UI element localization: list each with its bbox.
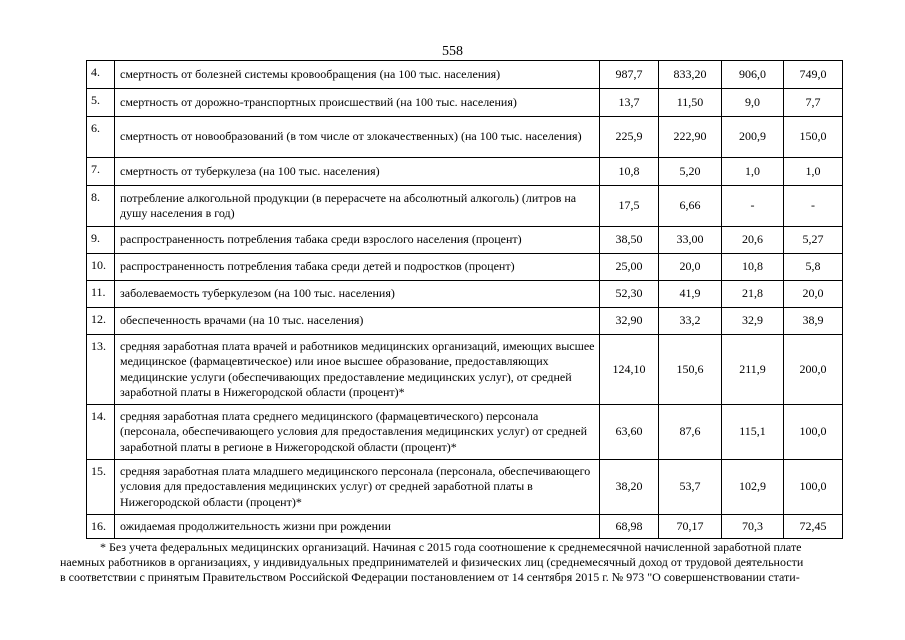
table-row bbox=[87, 515, 843, 539]
value-4: 20,0 bbox=[802, 286, 824, 301]
value-cell bbox=[784, 281, 843, 308]
value-3: 70,3 bbox=[742, 518, 763, 533]
footnote-line-1: * Без учета федеральных медицинских организаций. Начиная с 2015 года соотношение к среднемесячной начисленной заработной плате bbox=[100, 540, 802, 554]
value-cell bbox=[659, 89, 722, 117]
value-cell bbox=[600, 515, 659, 539]
value-cell bbox=[722, 158, 784, 186]
table-row bbox=[87, 186, 843, 227]
value-cell bbox=[784, 460, 843, 515]
value-2: 11,50 bbox=[676, 94, 704, 109]
value-1: 10,8 bbox=[618, 163, 640, 178]
row-number: 10. bbox=[87, 254, 115, 281]
indicators-table bbox=[86, 60, 843, 539]
value-cell bbox=[659, 158, 722, 186]
row-number: 9. bbox=[87, 227, 115, 254]
value-cell bbox=[659, 254, 722, 281]
value-4: 5,27 bbox=[802, 232, 824, 247]
value-cell bbox=[659, 335, 722, 405]
value-2: 833,20 bbox=[673, 66, 707, 81]
value-3: 906,0 bbox=[739, 66, 766, 81]
value-cell bbox=[722, 405, 784, 460]
value-4: 150,0 bbox=[799, 129, 827, 144]
value-cell bbox=[722, 308, 784, 335]
value-2: 53,7 bbox=[679, 479, 701, 494]
value-4: 100,0 bbox=[799, 424, 827, 439]
row-number: 8. bbox=[87, 186, 115, 227]
value-cell bbox=[600, 89, 659, 117]
value-cell bbox=[722, 281, 784, 308]
value-4: 200,0 bbox=[799, 361, 827, 376]
value-cell bbox=[659, 186, 722, 227]
value-cell bbox=[600, 460, 659, 515]
value-1: 68,98 bbox=[615, 518, 643, 533]
value-cell bbox=[600, 158, 659, 186]
footnote-line-2: наемных работников в организациях, у индивидуальных предпринимателей и физических лиц (среднемесячный доход от трудовой деятельности bbox=[60, 555, 804, 570]
page-number: 558 bbox=[442, 44, 463, 59]
row-description: ожидаемая продолжительность жизни при рождении bbox=[115, 515, 600, 539]
value-4: 100,0 bbox=[799, 479, 827, 494]
value-2: 222,90 bbox=[673, 129, 707, 144]
value-3: 211,9 bbox=[739, 361, 766, 376]
value-cell bbox=[659, 61, 722, 89]
row-description: средняя заработная плата среднего медицинского (фармацевтического) персонала (персонала, обеспечивающего условия для предоставления медицинских услуг) от средней заработной платы в регионе в Нижегородской области (процент)* bbox=[115, 405, 600, 460]
value-1: 25,00 bbox=[615, 259, 643, 274]
value-2: 5,20 bbox=[679, 163, 701, 178]
value-cell bbox=[600, 186, 659, 227]
row-description: средняя заработная плата врачей и работников медицинских организаций, имеющих высшее медицинское (фармацевтическое) или иное высшее образование, предоставляющих медицинские услуги (обеспечивающих предоставление медицинских услуг), от средней заработной платы в Нижегородской области (процент)* bbox=[115, 335, 600, 405]
table-row bbox=[87, 61, 843, 89]
value-cell bbox=[659, 308, 722, 335]
value-cell bbox=[722, 335, 784, 405]
value-3: 9,0 bbox=[745, 94, 760, 109]
row-description: заболеваемость туберкулезом (на 100 тыс. населения) bbox=[115, 281, 600, 308]
value-1: 17,5 bbox=[618, 198, 640, 213]
value-cell bbox=[784, 308, 843, 335]
table-row bbox=[87, 308, 843, 335]
row-description: средняя заработная плата младшего медицинского персонала (персонала, обеспечивающего условия для предоставления медицинских услуг) от средней заработной платы в Нижегородской области (процент)* bbox=[115, 460, 600, 515]
row-description: смертность от дорожно-транспортных происшествий (на 100 тыс. населения) bbox=[115, 89, 600, 117]
value-cell bbox=[722, 460, 784, 515]
value-2: 70,17 bbox=[676, 518, 704, 533]
value-cell bbox=[784, 335, 843, 405]
value-4: 749,0 bbox=[799, 66, 827, 81]
value-2: 87,6 bbox=[679, 424, 701, 439]
value-cell bbox=[722, 254, 784, 281]
value-3: 10,8 bbox=[742, 259, 763, 274]
indicators-table-body bbox=[87, 61, 843, 539]
value-cell bbox=[722, 117, 784, 158]
value-1: 52,30 bbox=[615, 286, 643, 301]
value-4: - bbox=[811, 198, 815, 213]
value-1: 13,7 bbox=[618, 94, 640, 109]
row-number: 13. bbox=[87, 335, 115, 405]
value-cell bbox=[722, 515, 784, 539]
row-number: 5. bbox=[87, 89, 115, 117]
row-number: 16. bbox=[87, 515, 115, 539]
table-row bbox=[87, 89, 843, 117]
value-cell bbox=[784, 61, 843, 89]
table-row bbox=[87, 117, 843, 158]
value-cell bbox=[659, 460, 722, 515]
value-2: 20,0 bbox=[679, 259, 701, 274]
table-row bbox=[87, 254, 843, 281]
value-cell bbox=[600, 308, 659, 335]
footnote-line-3: в соответствии с принятым Правительством Российской Федерации постановлением от 14 сентября 2015 г. № 973 "О совершенствовании стати- bbox=[60, 570, 800, 585]
value-1: 38,50 bbox=[615, 232, 643, 247]
table-row bbox=[87, 335, 843, 405]
value-cell bbox=[784, 515, 843, 539]
row-description: смертность от новообразований (в том числе от злокачественных) (на 100 тыс. населения) bbox=[115, 117, 600, 158]
table-row bbox=[87, 281, 843, 308]
value-1: 225,9 bbox=[615, 129, 643, 144]
row-number: 6. bbox=[87, 117, 115, 158]
value-cell bbox=[659, 227, 722, 254]
row-description: обеспеченность врачами (на 10 тыс. населения) bbox=[115, 308, 600, 335]
value-3: 102,9 bbox=[739, 479, 766, 494]
value-1: 987,7 bbox=[615, 66, 643, 81]
value-4: 72,45 bbox=[799, 518, 827, 533]
footnote bbox=[60, 540, 844, 586]
row-number: 11. bbox=[87, 281, 115, 308]
value-cell bbox=[600, 335, 659, 405]
value-3: 115,1 bbox=[739, 424, 766, 439]
value-cell bbox=[784, 254, 843, 281]
value-2: 6,66 bbox=[679, 198, 701, 213]
value-4: 7,7 bbox=[805, 94, 821, 109]
value-cell bbox=[784, 158, 843, 186]
row-number: 15. bbox=[87, 460, 115, 515]
row-description: распространенность потребления табака среди взрослого населения (процент) bbox=[115, 227, 600, 254]
table-row bbox=[87, 460, 843, 515]
value-1: 32,90 bbox=[615, 313, 643, 328]
value-cell bbox=[600, 254, 659, 281]
value-cell bbox=[600, 405, 659, 460]
value-2: 150,6 bbox=[676, 361, 704, 376]
value-3: 20,6 bbox=[742, 232, 763, 247]
value-2: 41,9 bbox=[679, 286, 701, 301]
table-row bbox=[87, 227, 843, 254]
value-cell bbox=[659, 281, 722, 308]
value-4: 1,0 bbox=[805, 163, 821, 178]
value-3: 32,9 bbox=[742, 313, 763, 328]
value-2: 33,00 bbox=[676, 232, 704, 247]
value-4: 5,8 bbox=[805, 259, 821, 274]
value-cell bbox=[600, 281, 659, 308]
value-cell bbox=[722, 89, 784, 117]
value-cell bbox=[659, 515, 722, 539]
value-cell bbox=[600, 227, 659, 254]
value-cell bbox=[722, 227, 784, 254]
value-1: 124,10 bbox=[612, 361, 646, 376]
value-3: 21,8 bbox=[742, 286, 763, 301]
value-cell bbox=[722, 186, 784, 227]
value-cell bbox=[600, 117, 659, 158]
value-cell bbox=[659, 117, 722, 158]
value-cell bbox=[784, 405, 843, 460]
row-number: 14. bbox=[87, 405, 115, 460]
value-2: 33,2 bbox=[679, 313, 701, 328]
table-row bbox=[87, 158, 843, 186]
value-1: 38,20 bbox=[615, 479, 643, 494]
value-cell bbox=[659, 405, 722, 460]
value-cell bbox=[784, 227, 843, 254]
row-description: потребление алкогольной продукции (в перерасчете на абсолютный алкоголь) (литров на душу населения в год) bbox=[115, 186, 600, 227]
value-3: 1,0 bbox=[745, 163, 760, 178]
value-3: 200,9 bbox=[739, 129, 766, 144]
value-cell bbox=[784, 186, 843, 227]
value-cell bbox=[784, 117, 843, 158]
row-number: 4. bbox=[87, 61, 115, 89]
row-number: 7. bbox=[87, 158, 115, 186]
value-cell bbox=[722, 61, 784, 89]
row-description: смертность от болезней системы кровообращения (на 100 тыс. населения) bbox=[115, 61, 600, 89]
row-description: смертность от туберкулеза (на 100 тыс. населения) bbox=[115, 158, 600, 186]
row-description: распространенность потребления табака среди детей и подростков (процент) bbox=[115, 254, 600, 281]
value-cell bbox=[784, 89, 843, 117]
value-4: 38,9 bbox=[802, 313, 824, 328]
value-3: - bbox=[750, 198, 755, 213]
value-cell bbox=[600, 61, 659, 89]
value-1: 63,60 bbox=[615, 424, 643, 439]
table-row bbox=[87, 405, 843, 460]
row-number: 12. bbox=[87, 308, 115, 335]
